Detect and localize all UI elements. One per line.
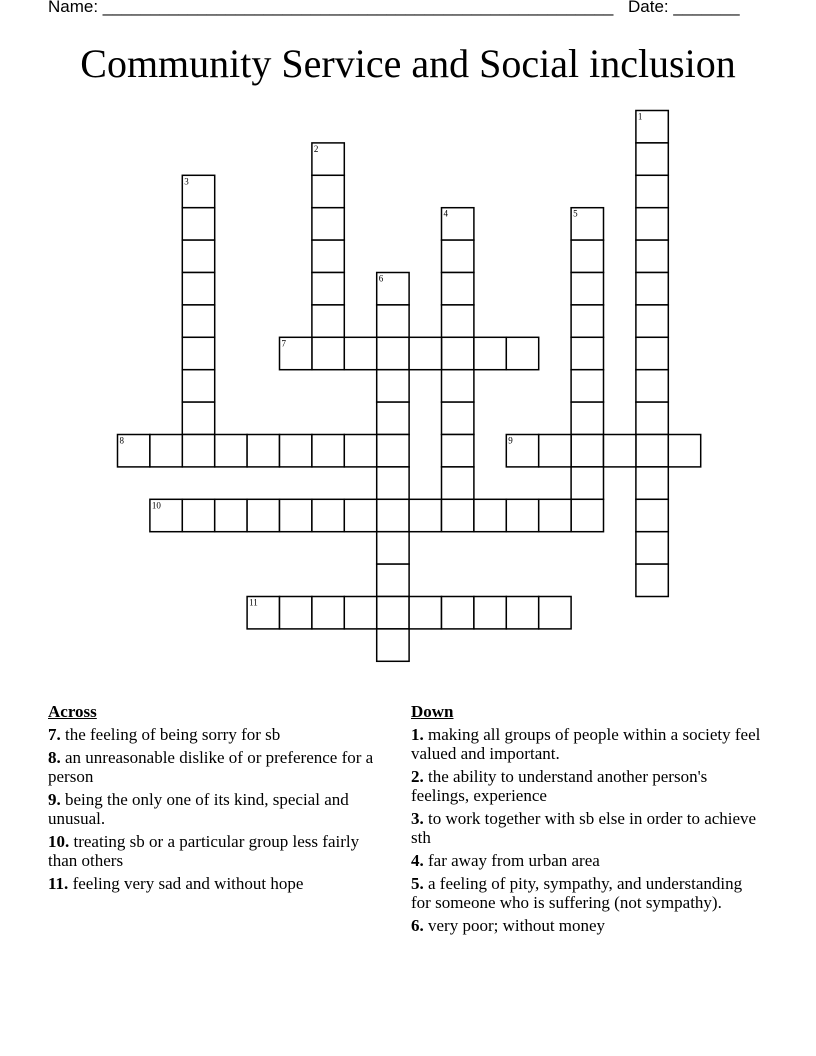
down-clues: [411, 702, 761, 939]
grid-cell[interactable]: [636, 499, 668, 531]
clue-down-3: 3. to work together with sb else in order to achieve sth: [411, 809, 757, 847]
grid-cell[interactable]: [377, 564, 409, 596]
clue-down-6: 6. very poor; without money: [411, 916, 606, 935]
puzzle-title: Community Service and Social inclusion: [80, 41, 736, 86]
grid-cell[interactable]: [474, 499, 506, 531]
grid-cell[interactable]: [442, 597, 474, 629]
grid-cell[interactable]: [377, 337, 409, 369]
name-field[interactable]: Name: ______________________________________________________: [48, 0, 614, 16]
grid-cell[interactable]: [409, 597, 441, 629]
cell-number: 3: [184, 176, 189, 187]
date-field[interactable]: Date: _______: [628, 0, 740, 16]
grid-cell[interactable]: [636, 532, 668, 564]
grid-cell[interactable]: [247, 499, 279, 531]
cell-number: 9: [508, 435, 513, 446]
grid-cell[interactable]: [312, 240, 344, 272]
grid-cell[interactable]: [182, 208, 214, 240]
grid-cell[interactable]: [506, 337, 538, 369]
grid-cell[interactable]: [182, 435, 214, 467]
grid-cell[interactable]: [377, 629, 409, 661]
cell-number: 4: [443, 208, 448, 219]
grid-cell[interactable]: [571, 305, 603, 337]
grid-cell[interactable]: [377, 532, 409, 564]
down-heading: Down: [411, 702, 454, 721]
grid-cell[interactable]: [312, 273, 344, 305]
across-heading: Across: [48, 702, 97, 721]
grid-cell[interactable]: [377, 499, 409, 531]
grid-cell[interactable]: [312, 337, 344, 369]
grid-cell[interactable]: [506, 597, 538, 629]
clue-across-11: 11. feeling very sad and without hope: [48, 874, 304, 893]
grid-cell[interactable]: [344, 337, 376, 369]
grid-cell[interactable]: [442, 402, 474, 434]
grid-cell[interactable]: [312, 175, 344, 207]
grid-cell[interactable]: [312, 305, 344, 337]
grid-cell[interactable]: [668, 435, 700, 467]
grid-cell[interactable]: [636, 402, 668, 434]
grid-cell[interactable]: [409, 337, 441, 369]
grid-cell[interactable]: [636, 564, 668, 596]
grid-cell[interactable]: [377, 402, 409, 434]
grid-cell[interactable]: [474, 597, 506, 629]
clue-across-7: 7. the feeling of being sorry for sb: [48, 725, 281, 744]
clue-across-8: 8. an unreasonable dislike of or preference for a person: [48, 748, 374, 786]
clue-down-2: 2. the ability to understand another person's feelings, experience: [411, 767, 708, 805]
grid-cell[interactable]: [442, 240, 474, 272]
grid-cell[interactable]: [182, 499, 214, 531]
grid-cell[interactable]: [442, 435, 474, 467]
grid-cell[interactable]: [247, 435, 279, 467]
grid-cell[interactable]: [377, 305, 409, 337]
grid-cell[interactable]: [377, 435, 409, 467]
grid-cell[interactable]: [636, 370, 668, 402]
grid-cell[interactable]: [442, 273, 474, 305]
grid-cell[interactable]: [312, 208, 344, 240]
grid-cell[interactable]: [150, 435, 182, 467]
grid-cell[interactable]: [571, 499, 603, 531]
grid-cell[interactable]: [280, 499, 312, 531]
grid-cell[interactable]: [280, 435, 312, 467]
grid-cell[interactable]: [182, 273, 214, 305]
grid-cell[interactable]: [280, 597, 312, 629]
grid-cell[interactable]: [215, 499, 247, 531]
grid-cell[interactable]: [571, 435, 603, 467]
cell-number: 7: [281, 338, 286, 349]
clue-across-9: 9. being the only one of its kind, special and unusual.: [48, 790, 349, 828]
cell-number: 2: [313, 143, 319, 154]
grid-cell[interactable]: [474, 337, 506, 369]
grid-cell[interactable]: [571, 337, 603, 369]
cell-number: 5: [573, 208, 578, 219]
grid-cell[interactable]: [636, 143, 668, 175]
grid-cell[interactable]: [312, 499, 344, 531]
grid-cell[interactable]: [636, 240, 668, 272]
grid-cell[interactable]: [636, 467, 668, 499]
grid-cell[interactable]: [539, 499, 571, 531]
grid-cell[interactable]: [377, 370, 409, 402]
grid-cell[interactable]: [539, 597, 571, 629]
grid-cell[interactable]: [182, 305, 214, 337]
grid-cell[interactable]: [182, 240, 214, 272]
grid-cell[interactable]: [571, 467, 603, 499]
grid-cell[interactable]: [636, 337, 668, 369]
grid-cell[interactable]: [636, 305, 668, 337]
clue-down-1: 1. making all groups of people within a society feel valued and important.: [411, 725, 761, 763]
grid-cell[interactable]: [636, 175, 668, 207]
grid-cell[interactable]: [442, 305, 474, 337]
grid-cell[interactable]: [442, 337, 474, 369]
grid-cell[interactable]: [442, 370, 474, 402]
grid-cell[interactable]: [377, 467, 409, 499]
cell-number: 10: [151, 500, 161, 511]
grid-cell[interactable]: [506, 499, 538, 531]
cell-number: 8: [119, 435, 124, 446]
grid-cell[interactable]: [442, 467, 474, 499]
grid-cell[interactable]: [571, 402, 603, 434]
grid-cell[interactable]: [636, 208, 668, 240]
cell-number: 1: [637, 111, 643, 122]
grid-cell[interactable]: [442, 499, 474, 531]
cell-number: 11: [249, 597, 258, 608]
clue-down-4: 4. far away from urban area: [411, 851, 600, 870]
grid-cell[interactable]: [377, 597, 409, 629]
grid-cell[interactable]: [636, 435, 668, 467]
grid-cell[interactable]: [571, 273, 603, 305]
grid-cell[interactable]: [182, 337, 214, 369]
grid-cell[interactable]: [636, 273, 668, 305]
grid-cell[interactable]: [344, 499, 376, 531]
grid-cell[interactable]: [571, 370, 603, 402]
grid-cell[interactable]: [409, 499, 441, 531]
grid-cell[interactable]: [604, 435, 636, 467]
grid-cell[interactable]: [182, 370, 214, 402]
grid-cell[interactable]: [344, 435, 376, 467]
grid-cell[interactable]: [539, 435, 571, 467]
across-clues: [48, 702, 388, 897]
grid-cell[interactable]: [182, 402, 214, 434]
grid-cell[interactable]: [312, 435, 344, 467]
grid-cell[interactable]: [344, 597, 376, 629]
grid-cell[interactable]: [215, 435, 247, 467]
grid-cell[interactable]: [312, 597, 344, 629]
clue-across-10: 10. treating sb or a particular group less fairly than others: [48, 832, 360, 870]
grid-cell[interactable]: [571, 240, 603, 272]
cell-number: 6: [378, 273, 384, 284]
clue-down-5: 5. a feeling of pity, sympathy, and understanding for someone who is suffering (not sympathy).: [411, 874, 743, 912]
